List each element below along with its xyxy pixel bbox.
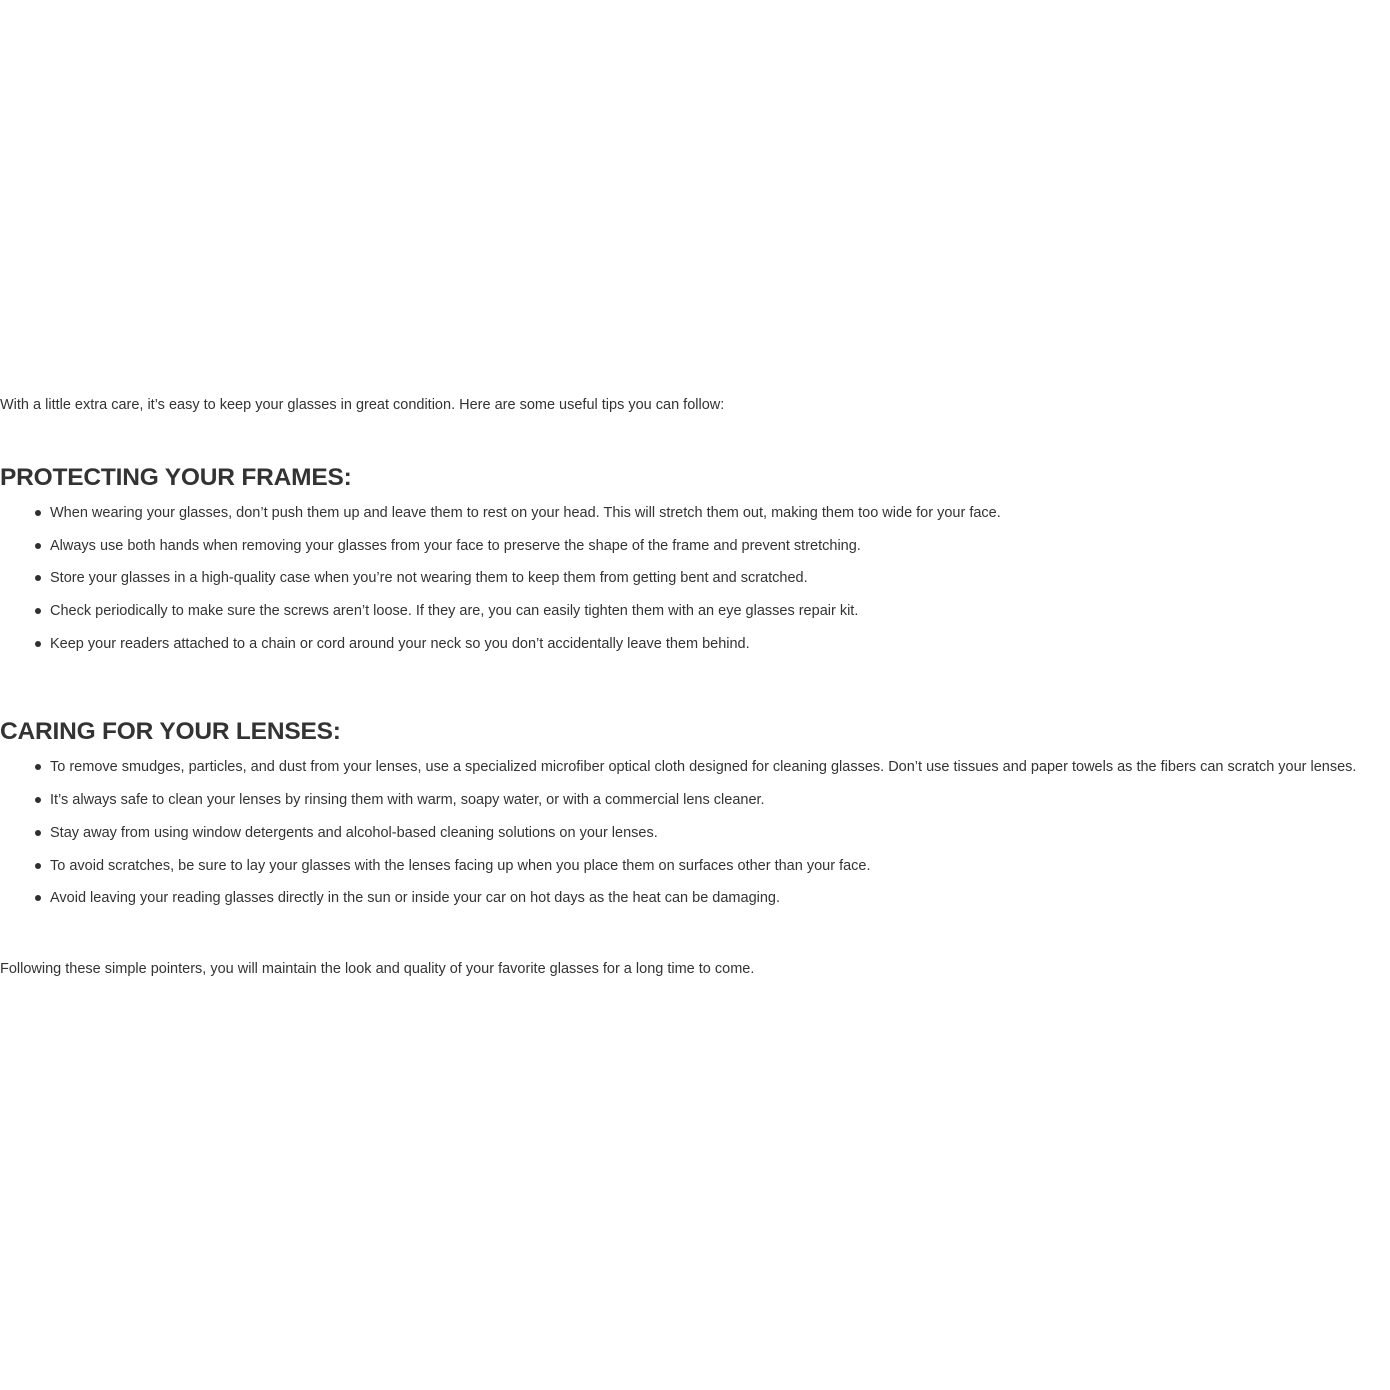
frames-tips-list [0,502,1390,665]
list-item: Avoid leaving your reading glasses directly in the sun or inside your car on hot days as the heat can be damaging. [0,887,1390,920]
list-item: Store your glasses in a high-quality case when you’re not wearing them to keep them from getting bent and scratched. [0,567,1390,600]
list-item: To avoid scratches, be sure to lay your glasses with the lenses facing up when you place them on surfaces other than your face. [0,855,1390,888]
lenses-tips-list [0,756,1390,919]
intro-paragraph: With a little extra care, it’s easy to keep your glasses in great condition. Here are some useful tips you can follow: [0,397,725,413]
section-caring-lenses [0,717,1390,919]
list-item: To remove smudges, particles, and dust from your lenses, use a specialized microfiber optical cloth designed for cleaning glasses. Don’t use tissues and paper towels as the fibers can scratch your lenses. [0,756,1390,789]
list-item: Always use both hands when removing your glasses from your face to preserve the shape of the frame and prevent stretching. [0,535,1390,568]
section-protecting-frames [0,463,1390,665]
section-heading: PROTECTING YOUR FRAMES: [0,464,352,491]
list-item: It’s always safe to clean your lenses by rinsing them with warm, soapy water, or with a commercial lens cleaner. [0,789,1390,822]
list-item: When wearing your glasses, don’t push them up and leave them to rest on your head. This will stretch them out, making them too wide for your face. [0,502,1390,535]
list-item: Stay away from using window detergents and alcohol-based cleaning solutions on your lenses. [0,822,1390,855]
closing-paragraph: Following these simple pointers, you will maintain the look and quality of your favorite glasses for a long time to come. [0,960,755,977]
list-item: Check periodically to make sure the screws aren’t loose. If they are, you can easily tighten them with an eye glasses repair kit. [0,600,1390,633]
section-heading: CARING FOR YOUR LENSES: [0,718,341,746]
list-item: Keep your readers attached to a chain or cord around your neck so you don’t accidentally leave them behind. [0,633,1390,666]
article-body [0,394,1390,980]
